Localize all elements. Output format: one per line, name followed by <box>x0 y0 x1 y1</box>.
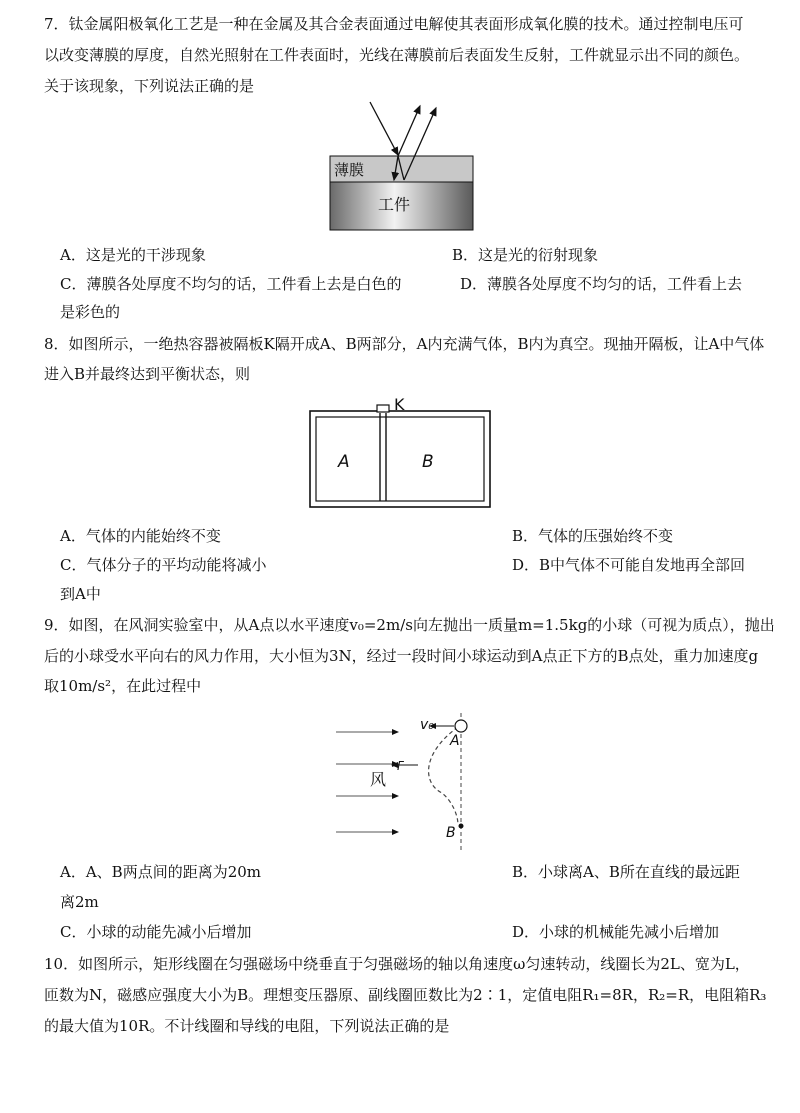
point-a-label: A <box>450 733 460 749</box>
thin-film-figure <box>320 100 480 235</box>
wind-tunnel-figure <box>330 705 480 853</box>
a-label: A <box>338 452 350 472</box>
q9-line-2: 后的小球受水平向右的风力作用，大小恒为3N，经过一段时间小球运动到A点正下方的B点处，重力加速度g <box>44 647 759 665</box>
q7-option-d-cont: 是彩色的 <box>60 303 121 321</box>
force-label: F <box>397 759 404 773</box>
ball-b <box>459 824 464 829</box>
q9-option-d: D．小球的机械能先减小后增加 <box>512 923 720 941</box>
q8-line-1: 8．如图所示，一绝热容器被隔板K隔开成A、B两部分，A内充满气体，B内为真空。现抽开隔板，让A中气体 <box>44 335 765 353</box>
q8-option-d-cont: 到A中 <box>60 585 101 603</box>
ball-a <box>455 720 467 732</box>
q9-option-c: C．小球的动能先减小后增加 <box>60 923 252 941</box>
q7-line-2: 以改变薄膜的厚度，自然光照射在工件表面时，光线在薄膜前后表面发生反射，工件就显示出不同的颜色。 <box>44 46 750 64</box>
q8-line-2: 进入B并最终达到平衡状态，则 <box>44 365 251 383</box>
q7-option-b: B．这是光的衍射现象 <box>452 246 599 264</box>
film-label: 薄膜 <box>334 161 365 179</box>
q7-line-3: 关于该现象，下列说法正确的是 <box>44 77 255 95</box>
workpiece-label: 工件 <box>378 195 411 214</box>
b-label: B <box>422 452 434 472</box>
container-figure <box>300 393 500 513</box>
q7-line-1: 7．钛金属阳极氧化工艺是一种在金属及其合金表面通过电解使其表面形成氧化膜的技术。通过控制电压可 <box>44 15 744 33</box>
q7-option-d: D．薄膜各处厚度不均匀的话，工件看上去 <box>460 275 743 293</box>
q8-option-d: D．B中气体不可能自发地再全部回 <box>512 556 746 574</box>
q9-line-3: 取10m/s²，在此过程中 <box>44 677 202 695</box>
v0-label: v₀ <box>420 717 434 733</box>
q7-option-c: C．薄膜各处厚度不均匀的话，工件看上去是白色的 <box>60 275 402 293</box>
q10-line-1: 10．如图所示，矩形线圈在匀强磁场中绕垂直于匀强磁场的轴以角速度ω匀速转动，线圈长为2L、宽为L， <box>44 955 750 973</box>
q8-option-b: B．气体的压强始终不变 <box>512 527 674 545</box>
q10-line-3: 的最大值为10R。不计线圈和导线的电阻，下列说法正确的是 <box>44 1017 450 1035</box>
q9-line-1: 9．如图，在风洞实验室中，从A点以水平速度v₀=2m/s向左抛出一质量m=1.5kg的小球（可视为质点），抛出 <box>44 616 775 634</box>
k-label: K <box>394 395 405 414</box>
point-b-label: B <box>446 825 456 841</box>
q10-line-2: 匝数为N，磁感应强度大小为B。理想变压器原、副线圈匝数比为2∶1，定值电阻R₁=8R，R₂=R，电阻箱R₃ <box>44 986 767 1004</box>
wind-label: 风 <box>370 770 387 789</box>
q8-option-a: A．气体的内能始终不变 <box>60 527 221 545</box>
q9-option-b: B．小球离A、B所在直线的最远距 <box>512 863 740 881</box>
q8-option-c: C．气体分子的平均动能将减小 <box>60 556 267 574</box>
q9-option-b-cont: 离2m <box>60 893 99 911</box>
container-outer <box>310 411 490 507</box>
q9-option-a: A．A、B两点间的距离为20m <box>60 863 261 881</box>
q7-option-a: A．这是光的干涉现象 <box>60 246 206 264</box>
